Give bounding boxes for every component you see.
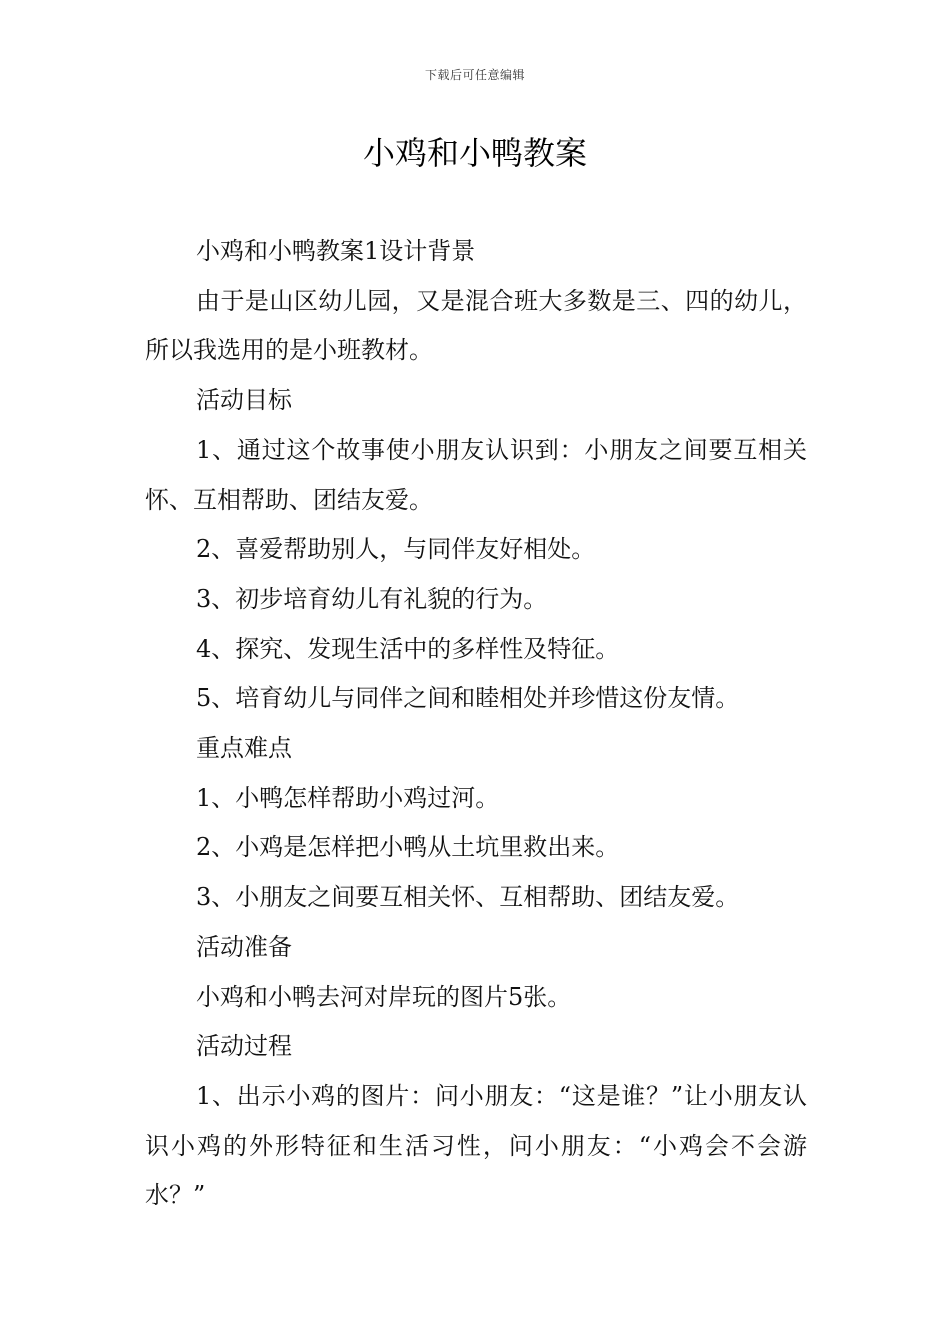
- paragraph-process-1: 1、出示小鸡的图片：问小朋友：“这是谁？”让小朋友认识小鸡的外形特征和生活习性，问小朋友：“小鸡会不会游水？”: [145, 1081, 807, 1210]
- paragraph-key-point-1: 1、小鸭怎样帮助小鸡过河。: [196, 783, 500, 812]
- paragraph-key-point-3: 3、小朋友之间要互相关怀、互相帮助、团结友爱。: [196, 883, 740, 912]
- paragraph-heading-goals: 活动目标: [196, 386, 292, 415]
- paragraph-goal-3: 3、初步培育幼儿有礼貌的行为。: [196, 584, 548, 613]
- header-note: 下载后可任意编辑: [424, 68, 525, 82]
- paragraph-preparation: 小鸡和小鸭去河对岸玩的图片5张。: [196, 982, 572, 1011]
- paragraph-key-point-2: 2、小鸡是怎样把小鸭从土坑里救出来。: [196, 833, 620, 862]
- paragraph-background: 由于是山区幼儿园，又是混合班大多数是三、四的幼儿，所以我选用的是小班教材。: [145, 286, 807, 365]
- paragraph-section-heading: 小鸡和小鸭教案1设计背景: [196, 237, 476, 265]
- paragraph-goal-5: 5、培育幼儿与同伴之间和睦相处并珍惜这份友情。: [196, 684, 740, 713]
- document-body: [145, 227, 807, 1221]
- document-title: 小鸡和小鸭教案: [362, 134, 587, 172]
- paragraph-heading-preparation: 活动准备: [196, 932, 292, 961]
- paragraph-goal-1: 1、通过这个故事使小朋友认识到：小朋友之间要互相关怀、互相帮助、团结友爱。: [145, 435, 807, 514]
- paragraph-goal-2: 2、喜爱帮助别人，与同伴友好相处。: [196, 535, 596, 564]
- paragraph-goal-4: 4、探究、发现生活中的多样性及特征。: [196, 634, 620, 663]
- paragraph-heading-key-points: 重点难点: [196, 734, 292, 763]
- paragraph-heading-process: 活动过程: [196, 1032, 292, 1061]
